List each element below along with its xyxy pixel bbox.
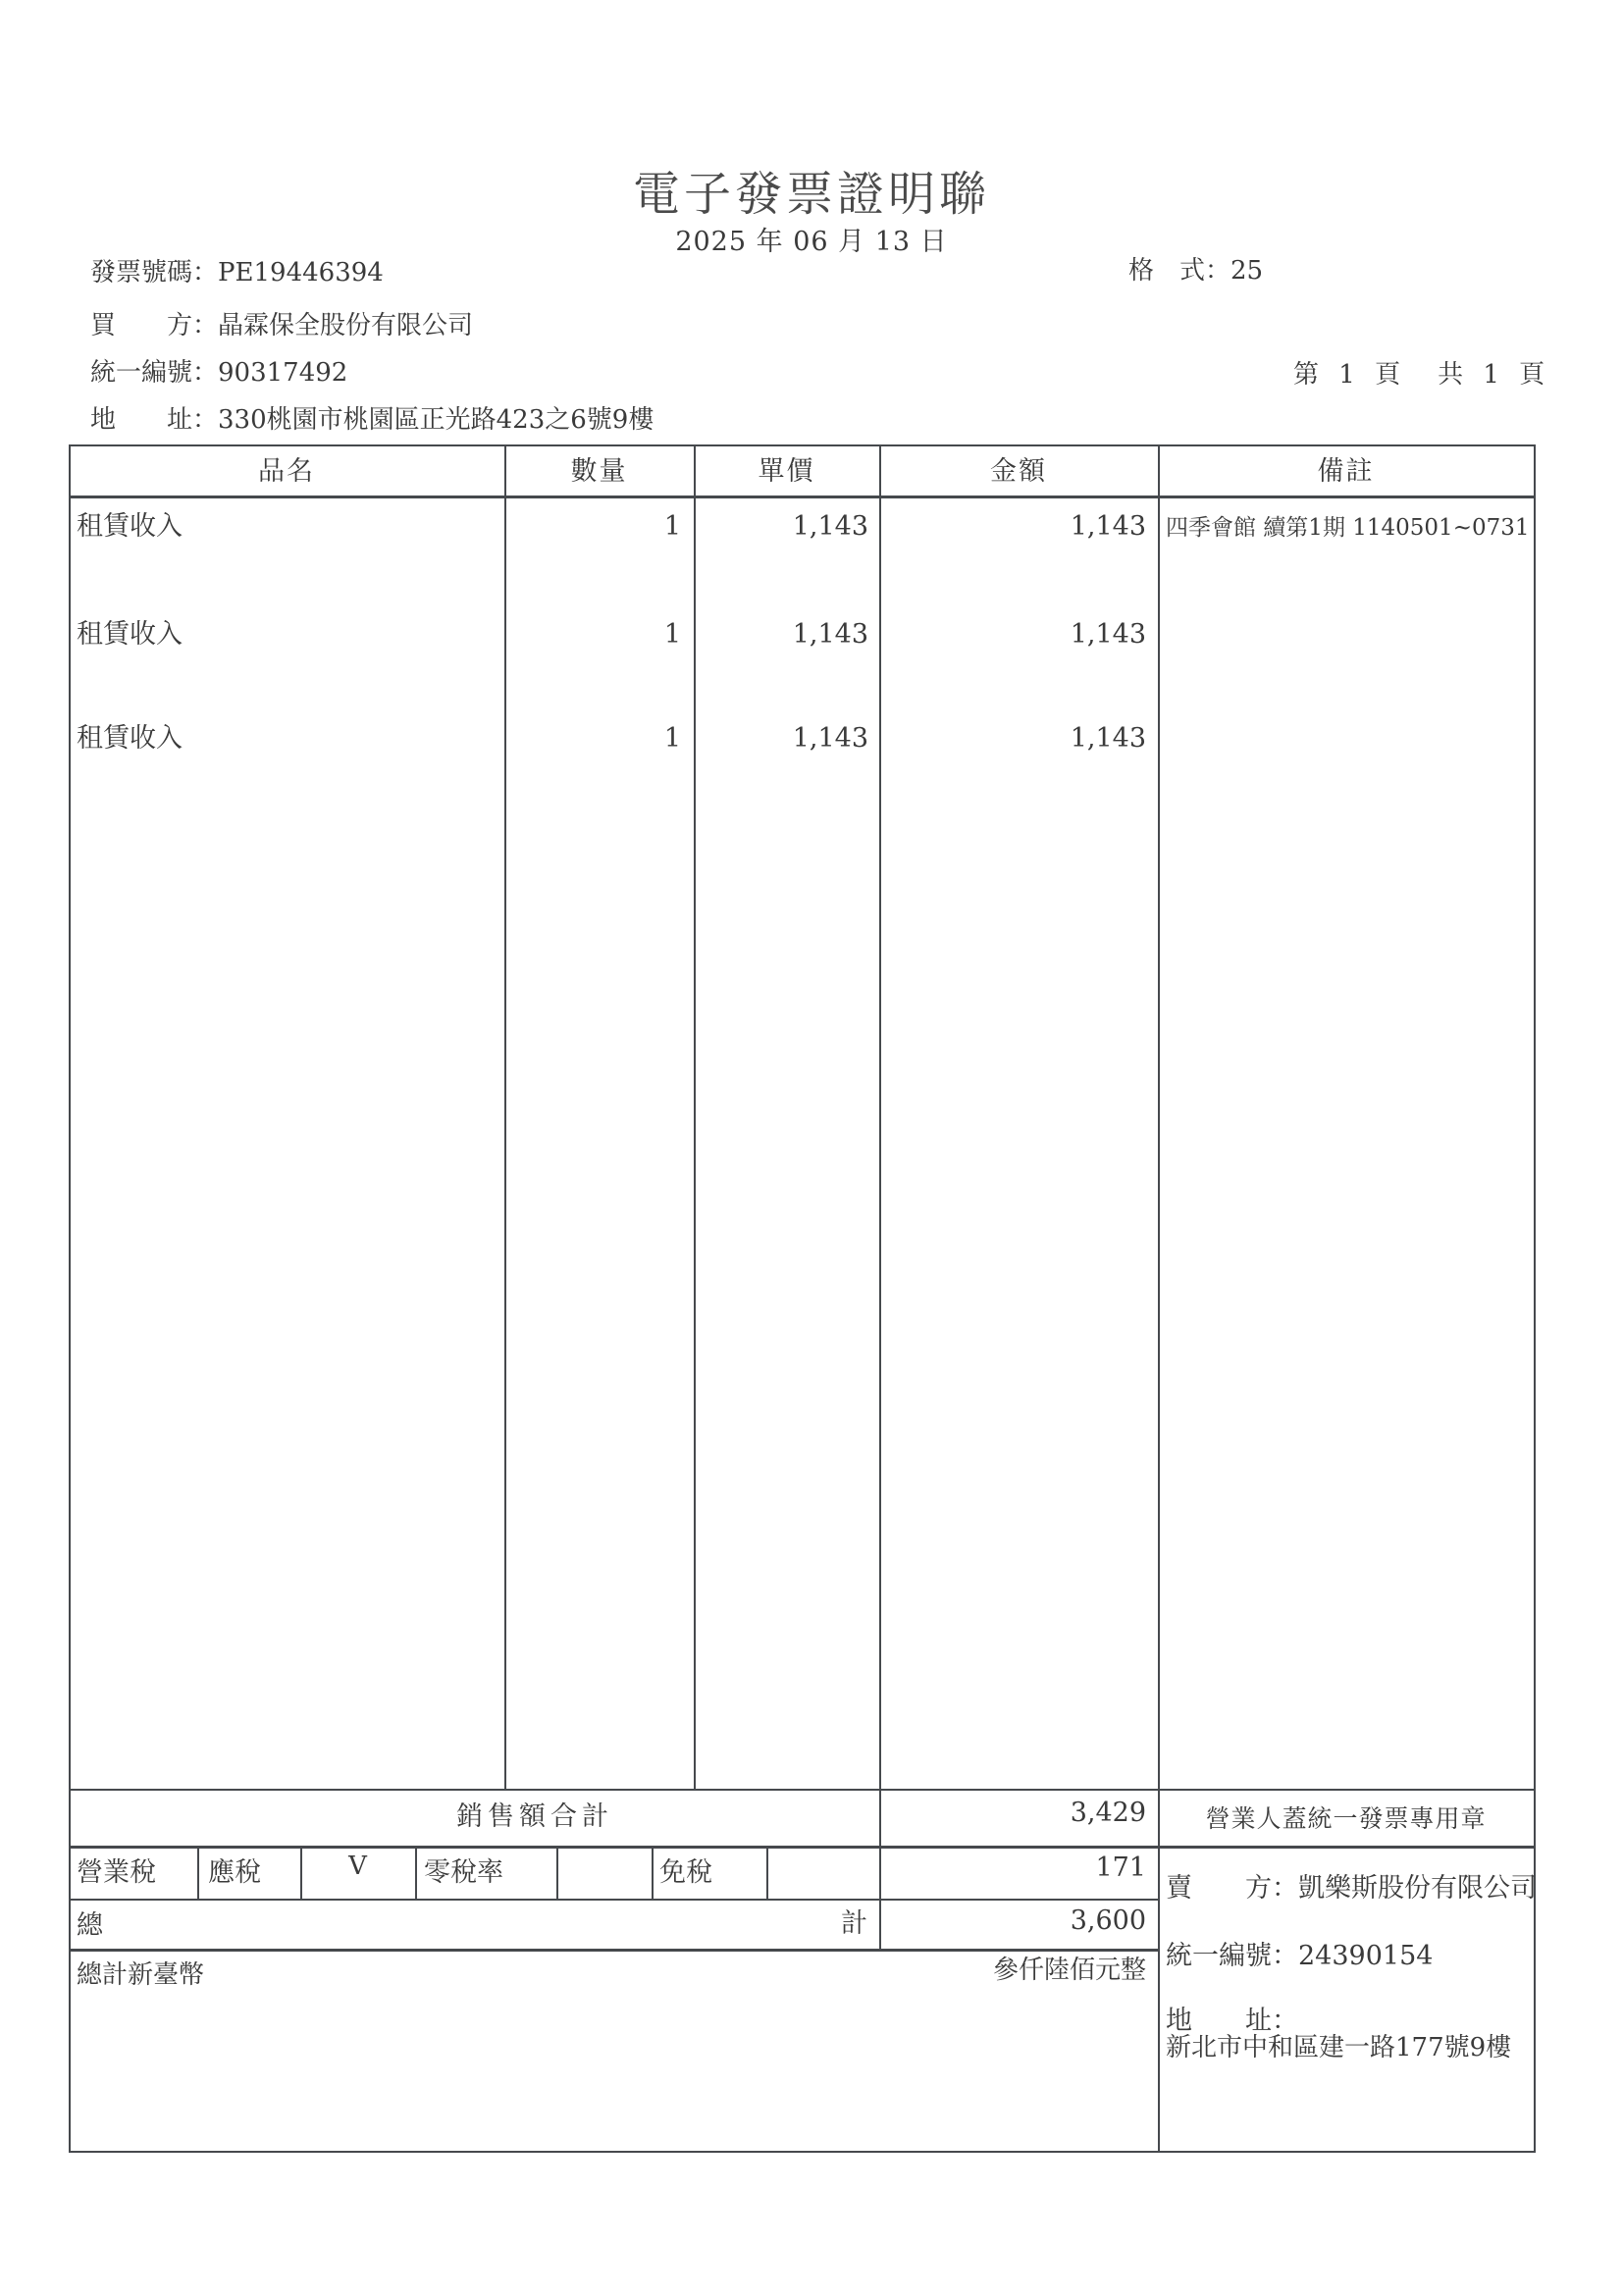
buyer-address-value: 330桃園市桃園區正光路423之6號9樓 bbox=[218, 405, 654, 435]
zero-rate-label: 零稅率 bbox=[424, 1857, 503, 1888]
table-gridline bbox=[556, 1849, 558, 1899]
item-remark: 四季會館 續第1期 1140501~0731 bbox=[1166, 515, 1530, 541]
total-in-words-value: 參仟陸佰元整 bbox=[992, 1956, 1146, 1985]
seller-stamp-area-label: 營業人蓋統一發票專用章 bbox=[1205, 1804, 1487, 1833]
item-name: 租賃收入 bbox=[77, 511, 183, 542]
table-gridline bbox=[652, 1849, 654, 1899]
buyer-name: 晶霖保全股份有限公司 bbox=[218, 311, 474, 340]
sales-total-amount: 3,429 bbox=[1070, 1798, 1146, 1828]
table-gridline bbox=[69, 1789, 1536, 1791]
column-header-remark: 備註 bbox=[1317, 456, 1375, 487]
buyer-tax-id-label: 統一編號： bbox=[90, 358, 219, 388]
format-line bbox=[1128, 255, 1263, 287]
table-gridline bbox=[879, 446, 881, 1949]
table-gridline bbox=[69, 1846, 1536, 1849]
item-unit-price: 1,143 bbox=[792, 723, 868, 754]
item-unit-price: 1,143 bbox=[792, 511, 868, 542]
item-name: 租賃收入 bbox=[77, 723, 183, 754]
page-title: 電子發票證明聯 bbox=[632, 167, 990, 222]
seller-tax-id-value: 24390154 bbox=[1298, 1941, 1434, 1971]
grand-total-label-left: 總 bbox=[77, 1910, 103, 1941]
buyer-address-label: 地 址： bbox=[90, 405, 219, 435]
page-indicator: 第 1 頁 共 1 頁 bbox=[1293, 360, 1551, 390]
seller-name: 凱樂斯股份有限公司 bbox=[1298, 1873, 1537, 1904]
invoice-number-value: PE19446394 bbox=[218, 258, 384, 287]
column-header-quantity: 數量 bbox=[570, 456, 628, 487]
invoice-number-line bbox=[90, 257, 384, 289]
seller-line bbox=[1166, 1872, 1537, 1905]
column-header-unit-price: 單價 bbox=[758, 456, 815, 487]
tax-amount: 171 bbox=[1095, 1852, 1146, 1883]
item-amount: 1,143 bbox=[1070, 619, 1146, 650]
invoice-date: 2025 年 06 月 13 日 bbox=[675, 227, 948, 257]
format-label: 格 式： bbox=[1128, 256, 1231, 286]
total-in-words-label: 總計新臺幣 bbox=[77, 1960, 205, 1990]
taxable-checkmark: V bbox=[348, 1852, 367, 1881]
sales-total-label: 銷售額合計 bbox=[456, 1801, 613, 1832]
table-gridline bbox=[415, 1849, 417, 1899]
item-amount: 1,143 bbox=[1070, 723, 1146, 754]
business-tax-label: 營業稅 bbox=[77, 1857, 156, 1888]
item-quantity: 1 bbox=[663, 723, 681, 754]
seller-tax-id-label: 統一編號： bbox=[1166, 1941, 1298, 1971]
taxable-label: 應稅 bbox=[208, 1857, 261, 1888]
buyer-address-line bbox=[90, 404, 654, 437]
table-gridline bbox=[69, 1949, 1160, 1952]
invoice-number-label: 發票號碼： bbox=[90, 258, 219, 287]
table-gridline bbox=[197, 1849, 199, 1899]
item-name: 租賃收入 bbox=[77, 619, 183, 650]
buyer-tax-id-line bbox=[90, 357, 347, 390]
seller-tax-id-line bbox=[1166, 1940, 1433, 1973]
seller-address-label: 地 址： bbox=[1166, 2006, 1298, 2036]
seller-label: 賣 方： bbox=[1166, 1873, 1298, 1904]
item-quantity: 1 bbox=[663, 511, 681, 542]
buyer-line bbox=[90, 310, 473, 342]
item-quantity: 1 bbox=[663, 619, 681, 650]
grand-total-label-right: 計 bbox=[841, 1908, 867, 1939]
seller-address-value: 新北市中和區建一路177號9樓 bbox=[1166, 2033, 1512, 2062]
grand-total-amount: 3,600 bbox=[1070, 1905, 1146, 1936]
table-gridline bbox=[1158, 446, 1160, 2151]
table-gridline bbox=[69, 1899, 1160, 1901]
item-amount: 1,143 bbox=[1070, 511, 1146, 542]
tax-exempt-label: 免稅 bbox=[659, 1857, 712, 1888]
column-header-amount: 金額 bbox=[990, 456, 1047, 487]
table-gridline bbox=[766, 1849, 768, 1899]
buyer-tax-id-value: 90317492 bbox=[218, 358, 348, 388]
buyer-label: 買 方： bbox=[90, 311, 219, 340]
format-value: 25 bbox=[1230, 256, 1264, 286]
column-header-item-name: 品名 bbox=[258, 456, 315, 487]
table-gridline bbox=[69, 496, 1536, 498]
item-unit-price: 1,143 bbox=[792, 619, 868, 650]
